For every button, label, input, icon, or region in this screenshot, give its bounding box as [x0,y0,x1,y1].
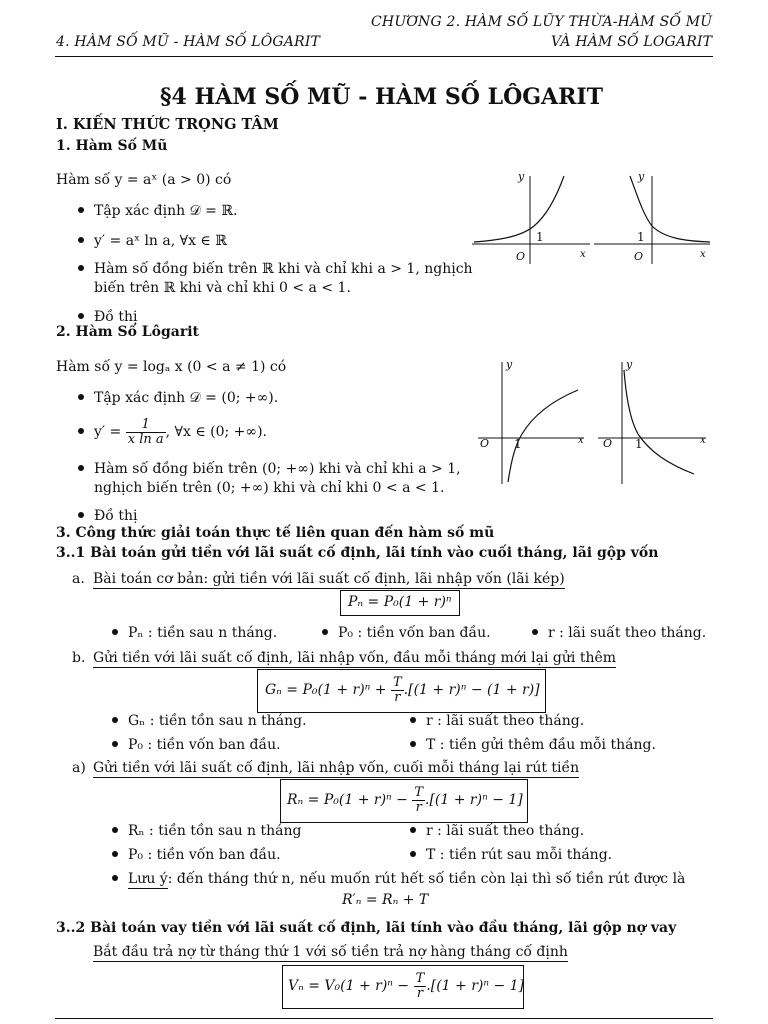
subsection-log: 2. Hàm Số Lôgarit [56,324,200,340]
note-label: Lưu ý [128,871,168,887]
log-graph2-one-label: 1 [635,437,643,451]
exp-graph1-x-label: x [580,249,586,260]
note-line: Lưu ý: đến tháng thứ n, nếu muốn rút hết số tiền còn lại thì số tiền rút được là [112,871,685,887]
header-rule [55,56,713,57]
log-graph1-y-label: y [506,358,513,371]
log-derivative-fraction: $\frac{1}{\text{x ln a}}$ [127,417,164,447]
exp-item-domain: Tập xác định 𝒟 = ℝ. [78,203,237,219]
formula-a: Pₙ = P₀(1 + r)ⁿ [348,594,452,610]
exp-graph-increasing [472,168,592,268]
page-title: §4 HÀM SỐ MŨ - HÀM SỐ LÔGARIT [160,84,604,110]
item-d-title: Bắt đầu trả nợ từ tháng thứ 1 với số tiền trả nợ hàng tháng cố định [93,944,568,960]
exp-graph-decreasing [594,168,714,268]
item-b-title: Gửi tiền với lãi suất cố định, lãi nhập vốn, đầu mỗi tháng mới lại gửi thêm [93,650,617,666]
footer-rule [55,1018,713,1019]
item-c-title: Gửi tiền với lãi suất cố định, lãi nhập vốn, cuối mỗi tháng lại rút tiền [93,760,580,776]
header-left: 4. HÀM SỐ MŨ - HÀM SỐ LÔGARIT [56,34,321,50]
exp-intro: Hàm số y = aˣ (a > 0) có [56,172,232,188]
exp-graph2-x-label: x [700,249,706,260]
b-bullet-t: T : tiền gửi thêm đầu mỗi tháng. [410,737,656,753]
exp-graph1-y-label: y [518,170,525,183]
log-item-domain: Tập xác định 𝒟 = (0; +∞). [78,390,278,406]
formula-b: Gₙ = P₀(1 + r)ⁿ + $\frac{T}{r}$ .[(1 + r)ⁿ − (1 + r)] [265,675,540,705]
log-graph1-x-label: x [578,435,584,446]
log-graph-decreasing [598,356,710,486]
b-bullet-r: r : lãi suất theo tháng. [410,713,584,729]
log-item-graph: Đồ thị [78,508,137,524]
c-bullet-rn: Rₙ : tiền tồn sau n tháng [112,823,302,839]
c-bullet-r: r : lãi suất theo tháng. [410,823,584,839]
a-bullet-pn: Pₙ : tiền sau n tháng. [112,625,277,641]
a-bullet-p0: P₀ : tiền vốn ban đầu. [322,625,491,641]
log-graph-increasing [478,356,588,486]
log-graph1-one-label: 1 [514,437,522,451]
log-graph2-x-label: x [700,435,706,446]
section-heading: I. KIẾN THỨC TRỌNG TÂM [56,116,279,133]
log-item-derivative: y′ = $\frac{1}{\text{x ln a}}$ , ∀x ∈ (0; +∞). [78,418,267,446]
section3-heading: 3. Công thức giải toán thực tế liên quan đến hàm số mũ [56,525,495,541]
subsection-exp: 1. Hàm Số Mũ [56,138,168,154]
formula-d: Vₙ = V₀(1 + r)ⁿ − $\frac{T}{r}$ .[(1 + r)ⁿ − 1] [288,971,525,1001]
item-b-label: b. [72,650,86,666]
header-right-line1: CHƯƠNG 2. HÀM SỐ LŨY THỪA-HÀM SỐ MŨ [371,14,713,30]
log-intro: Hàm số y = logₐ x (0 < a ≠ 1) có [56,359,287,375]
c-bullet-t: T : tiền rút sau mỗi tháng. [410,847,612,863]
section3-2-heading: 3..2 Bài toán vay tiền với lãi suất cố định, lãi tính vào đầu tháng, lãi gộp nợ vay [56,920,677,936]
section3-1-heading: 3..1 Bài toán gửi tiền với lãi suất cố định, lãi tính vào cuối tháng, lãi gộp vốn [56,545,659,561]
exp-graph1-one-label: 1 [536,230,544,244]
exp-graph2-one-label: 1 [637,230,645,244]
exp-item-monotone-2: biến trên ℝ khi và chỉ khi 0 < a < 1. [94,280,351,296]
log-graph2-o-label: O [603,437,613,450]
exp-item-monotone-1: Hàm số đồng biến trên ℝ khi và chỉ khi a > 1, nghịch [78,261,473,277]
header-right-line2: VÀ HÀM SỐ LOGARIT [551,34,713,50]
log-item-monotone-1: Hàm số đồng biến trên (0; +∞) khi và chỉ khi a > 1, [78,461,461,477]
log-graph1-o-label: O [480,437,490,450]
b-bullet-p0: P₀ : tiền vốn ban đầu. [112,737,281,753]
a-bullet-r: r : lãi suất theo tháng. [532,625,706,641]
log-graph2-y-label: y [626,358,633,371]
exp-graph2-y-label: y [638,170,645,183]
exp-graph1-o-label: O [516,250,526,263]
log-item-monotone-2: nghịch biến trên (0; +∞) khi và chỉ khi 0 < a < 1. [94,480,445,496]
exp-item-graph: Đồ thị [78,309,137,325]
item-a-label: a. [72,571,85,587]
item-c-label: a) [72,760,86,776]
exp-graph2-o-label: O [634,250,644,263]
note-formula: R′ₙ = Rₙ + T [342,892,429,908]
item-a-title: Bài toán cơ bản: gửi tiền với lãi suất cố định, lãi nhập vốn (lãi kép) [93,571,565,587]
b-bullet-gn: Gₙ : tiền tồn sau n tháng. [112,713,307,729]
c-bullet-p0: P₀ : tiền vốn ban đầu. [112,847,281,863]
exp-item-derivative: y′ = aˣ ln a, ∀x ∈ ℝ [78,233,227,249]
formula-c: Rₙ = P₀(1 + r)ⁿ − $\frac{T}{r}$ .[(1 + r)ⁿ − 1] [287,785,523,815]
